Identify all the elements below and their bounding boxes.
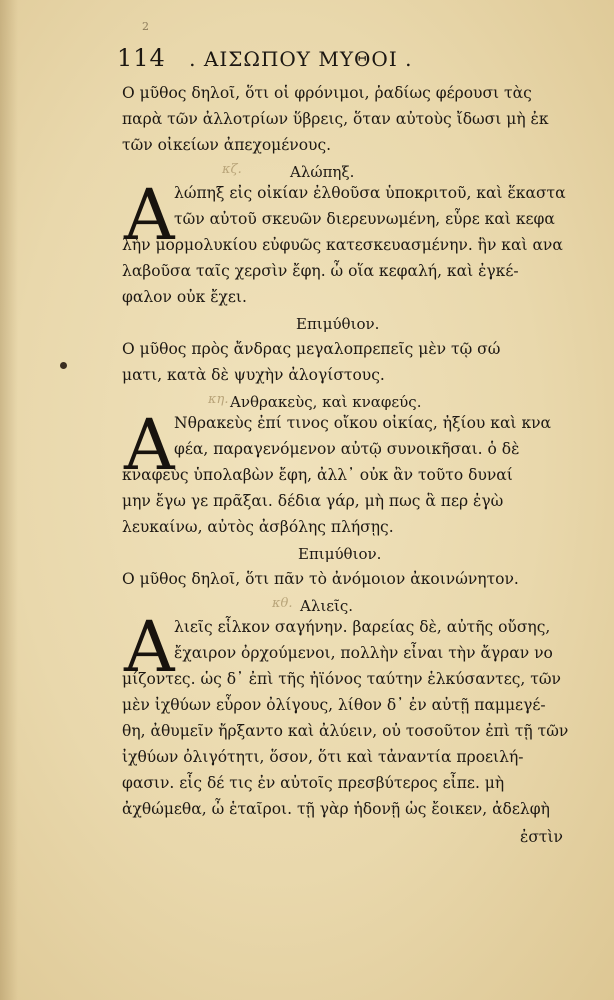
running-title: . ΑΙΣΩΠΟΥ ΜΥΘΟΙ . bbox=[189, 47, 413, 71]
text-line: μην ἔγω γε πρᾶξαι. δέδια γάρ, μὴ πως ἃ περ ἐγὼ bbox=[122, 492, 504, 510]
text-line: λώπηξ εἰς οἰκίαν ἐλθοῦσα ὑποκριτοῦ, καὶ ἕκαστα bbox=[174, 184, 566, 202]
catchword: ἐστὶν bbox=[520, 828, 563, 846]
text-line: ἀχθώμεθα, ὦ ἑταῖροι. τῇ γὰρ ἡδονῇ ὡς ἔοικεν, ἀδελφὴ bbox=[122, 800, 550, 818]
text-line: Ο μῦθος πρὸς ἄνδρας μεγαλοπρεπεῖς μὲν τῷ σώ bbox=[122, 340, 501, 358]
moral-title: Επιμύθιον. bbox=[296, 315, 380, 333]
text-line: λευκαίνω, αὐτὸς ἀσβόλης πλήσῃς. bbox=[122, 518, 394, 536]
text-line: ματι, κατὰ δὲ ψυχὴν ἀλογίστους. bbox=[122, 366, 385, 384]
text-line: Ο μῦθος δηλοῖ, ὅτι πᾶν τὸ ἀνόμοιον ἀκοινώνητον. bbox=[122, 570, 519, 588]
drop-capital: A bbox=[124, 174, 175, 256]
text-line: μὲν ἰχθύων εὗρον ὀλίγους, λίθον δ᾽ ἐν αὐτῇ παμμεγέ- bbox=[122, 696, 546, 714]
moral-title: Επιμύθιον. bbox=[298, 545, 382, 563]
text-line: Ο μῦθος δηλοῖ, ὅτι οἱ φρόνιμοι, ῥαδίως φέρουσι τὰς bbox=[122, 84, 532, 102]
text-line: παρὰ τῶν ἀλλοτρίων ὕβρεις, ὅταν αὐτοὺς ἴδωσι μὴ ἐκ bbox=[122, 110, 549, 128]
corner-mark: 2 bbox=[142, 20, 149, 33]
text-line: μίζοντες. ὡς δ᾽ ἐπὶ τῆς ἠϊόνος ταύτην ἑλκύσαντες, τῶν bbox=[122, 670, 561, 688]
drop-capital: A bbox=[124, 606, 175, 688]
faint-mark: κζ. bbox=[222, 162, 242, 177]
text-line: λιεῖς εἷλκον σαγήνην. βαρείας δὲ, αὐτῆς οὔσης, bbox=[174, 618, 551, 636]
text-line: ἔχαιρον ὀρχούμενοι, πολλὴν εἶναι τὴν ἄγραν νο bbox=[174, 644, 553, 662]
text-line: φαλον οὐκ ἔχει. bbox=[122, 288, 247, 306]
running-head bbox=[117, 44, 517, 76]
faint-mark: κη. bbox=[208, 392, 229, 407]
text-line: θη, ἀθυμεῖν ἤρξαντο καὶ ἀλύειν, οὐ τοσοῦτον ἐπὶ τῇ τῶν bbox=[122, 722, 569, 740]
text-line: Νθρακεὺς ἐπί τινος οἴκου οἰκίας, ἠξίου καὶ κνα bbox=[174, 414, 552, 432]
page-number: 114 bbox=[117, 44, 166, 72]
text-line: λὴν μορμολυκίου εὐφυῶς κατεσκευασμένην. ἣν καὶ ανα bbox=[122, 236, 563, 254]
drop-capital: A bbox=[124, 404, 175, 486]
faint-mark: κθ. bbox=[272, 596, 293, 611]
text-line: ἰχθύων ὀλιγότητι, ὅσον, ὅτι καὶ τἀναντία προειλή- bbox=[122, 748, 524, 766]
fable-title: Αλιεῖς. bbox=[300, 597, 354, 615]
text-line: κναφεὺς ὑπολαβὼν ἔφη, ἀλλ᾽ οὐκ ἂν τοῦτο δυναί bbox=[122, 466, 513, 484]
text-line: φασιν. εἷς δέ τις ἐν αὐτοῖς πρεσβύτερος εἶπε. μὴ bbox=[122, 774, 505, 792]
text-line: τῶν αὐτοῦ σκευῶν διερευνωμένη, εὗρε καὶ κεφα bbox=[174, 210, 555, 228]
ink-spot bbox=[60, 362, 67, 369]
text-line: φέα, παραγενόμενον αὐτῷ συνοικῆσαι. ὁ δὲ bbox=[174, 440, 520, 458]
fable-title: Αλώπηξ. bbox=[290, 163, 355, 181]
text-line: τῶν οἰκείων ἀπεχομένους. bbox=[122, 136, 332, 154]
fable-title: Ανθρακεὺς, καὶ κναφεύς. bbox=[230, 393, 422, 411]
text-line: λαβοῦσα ταῖς χερσὶν ἔφη. ὦ οἵα κεφαλή, καὶ ἐγκέ- bbox=[122, 262, 519, 280]
